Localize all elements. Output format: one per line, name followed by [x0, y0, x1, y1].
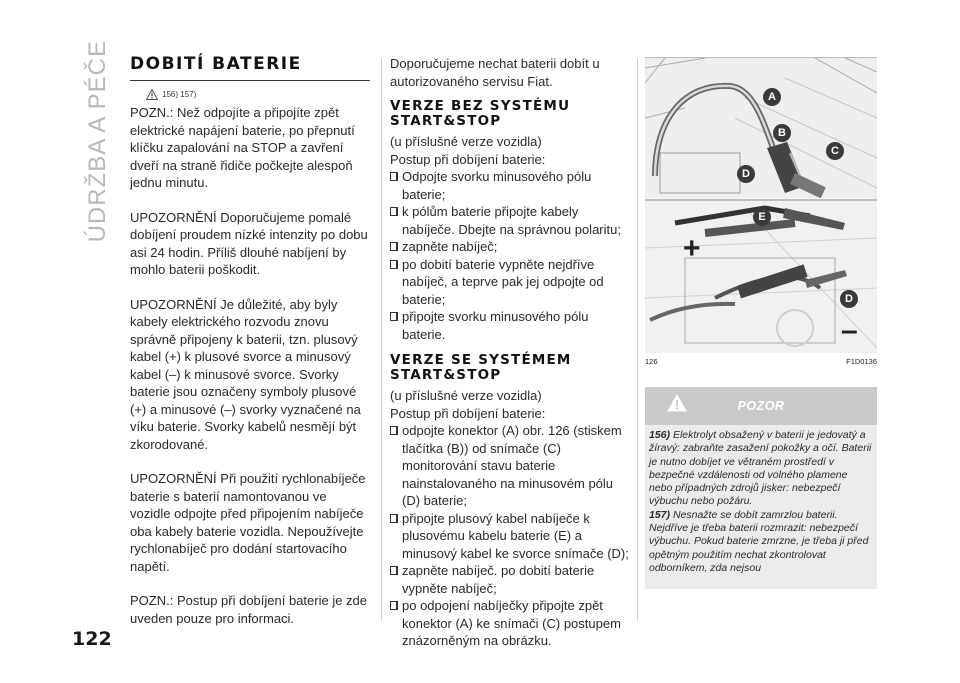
warning-ref: 157) — [649, 508, 671, 521]
checkbox-bullet-icon — [390, 601, 398, 610]
paragraph: UPOZORNĚNÍ Při použití rychlonabíječe baterie s baterií namontovanou ve vozidle odpojte před připojením nabíječe oba kabely baterie vozidla. Nepoužívejte rychlonabíječ pro dodání startovacího napětí. — [130, 471, 366, 574]
version-note: (u příslušné verze vozidla) — [390, 388, 542, 403]
version-note: (u příslušné verze vozidla) — [390, 134, 542, 149]
list-item: Odpojte svorku minusového pólu baterie; — [390, 168, 630, 203]
checkbox-bullet-icon — [390, 172, 398, 181]
paragraph: UPOZORNĚNÍ Doporučujeme pomalé dobíjení proudem nízké intenzity po dobu asi 24 hodin. Příliš dlouhé nabíjení by mohlo baterii poškodit. — [130, 209, 368, 277]
list-item: odpojte konektor (A) obr. 126 (stiskem tlačítka (B)) od snímače (C) monitorování stavu baterie nainstalovaného na minusovém pólu (D) baterie; — [390, 422, 630, 510]
list-item: k pólům baterie připojte kabely nabíječe. Dbejte na správnou polaritu; — [390, 203, 630, 238]
figure-label-c: C — [826, 142, 844, 160]
list-item: zapněte nabíječ; — [390, 238, 630, 256]
positive-sign: + — [683, 232, 701, 265]
warning-title: POZOR — [737, 399, 785, 413]
column-2 — [390, 55, 630, 650]
warning-triangle-icon — [146, 89, 158, 100]
checkbox-bullet-icon — [390, 242, 398, 251]
warning-box-body — [645, 425, 877, 589]
list-item: připojte plusový kabel nabíječe k plusovému kabelu baterie (E) a minusový kabel ke svorce snímače (D); — [390, 510, 630, 563]
paragraph: UPOZORNĚNÍ Je důležité, aby byly kabely elektrického rozvodu znovu správně připojeny k baterii, tzn. plusový kabel (+) k plusové svorce a minusový kabel (–) k minusové svorce. Svorky baterie jsou označeny symboly plusové (+) a minusové (–) svorky vyznačené na víku baterie. Svorky kabelů nesmějí být zkorodované. — [130, 296, 361, 452]
figure-label-d-upper: D — [737, 165, 755, 183]
list-item: zapněte nabíječ. po dobití baterie vypněte nabíječ; — [390, 562, 630, 597]
intro-paragraph: Doporučujeme nechat baterii dobít u autorizovaného servisu Fiat. — [390, 56, 600, 89]
paragraph: POZN.: Než odpojíte a připojíte zpět elektrické napájení baterie, po přepnutí klíčku zapalování na STOP a zavření dveří na straně řidiče počkejte alespoň jednu minutu. — [130, 105, 355, 190]
procedure-intro: Postup při dobíjení baterie: — [390, 405, 546, 421]
reference-numbers: 156) 157) — [162, 89, 197, 99]
subsection-title-without-start-stop: VERZE BEZ SYSTÉMU START&STOP — [390, 98, 571, 129]
checkbox-bullet-icon — [390, 207, 398, 216]
figure-label-b: B — [773, 124, 791, 142]
figure-label-e: E — [753, 208, 771, 226]
warning-box-header — [645, 387, 877, 425]
page-number: 122 — [72, 628, 112, 650]
column-1 — [130, 55, 370, 627]
subsection-title-with-start-stop: VERZE SE SYSTÉMEM START&STOP — [390, 352, 572, 383]
side-chapter-title: ÚDRŽBA A PÉČE — [84, 40, 111, 243]
list-item: po odpojení nabíječky připojte zpět konektor (A) ke snímači (C) postupem znázorněným na obrázku. — [390, 597, 630, 650]
battery-figure — [645, 57, 877, 353]
list-item: po dobití baterie vypněte nejdříve nabíječ, a teprve pak jej odpojte od baterie; — [390, 256, 630, 309]
checkbox-bullet-icon — [390, 312, 398, 321]
paragraph: POZN.: Postup při dobíjení baterie je zde uveden pouze pro informaci. — [130, 593, 368, 626]
checkbox-bullet-icon — [390, 426, 398, 435]
warning-item: 157) Nesnažte se dobít zamrzlou baterii. Nejdříve je třeba baterii rozmrazit: nebezpečí výbuchu. Pokud baterie zmrzne, je třeba ji před opětným použitím nechat zkontrolovat odborníkem, zda nejsou — [649, 508, 869, 574]
procedure-intro: Postup při dobíjení baterie: — [390, 151, 546, 167]
figure-code: F1D0136 — [846, 357, 877, 366]
column-divider — [381, 58, 382, 620]
section-title: DOBITÍ BATERIE — [130, 55, 370, 81]
column-3 — [645, 55, 877, 589]
checkbox-bullet-icon — [390, 514, 398, 523]
checkbox-bullet-icon — [390, 260, 398, 269]
figure-label-a: A — [763, 88, 781, 106]
warning-ref: 156) — [649, 429, 671, 441]
warning-references — [146, 87, 370, 101]
column-divider — [637, 58, 638, 620]
figure-label-d-lower: D — [840, 290, 858, 308]
negative-sign: – — [841, 314, 858, 347]
battery-illustration — [645, 58, 877, 353]
figure-caption — [645, 357, 877, 366]
warning-item: 156) Elektrolyt obsažený v baterii je jedovatý a žíravý: zabraňte zasažení pokožky a očí. Baterii je nutno dobíjet ve větraném prostředí v bezpečné vzdálenosti od volného plamene nebo případných zdrojů jisker: nebezpečí výbuchu nebo požáru. — [649, 429, 872, 508]
list-item: připojte svorku minusového pólu baterie. — [390, 308, 630, 343]
checkbox-bullet-icon — [390, 566, 398, 575]
figure-number: 126 — [645, 357, 658, 366]
